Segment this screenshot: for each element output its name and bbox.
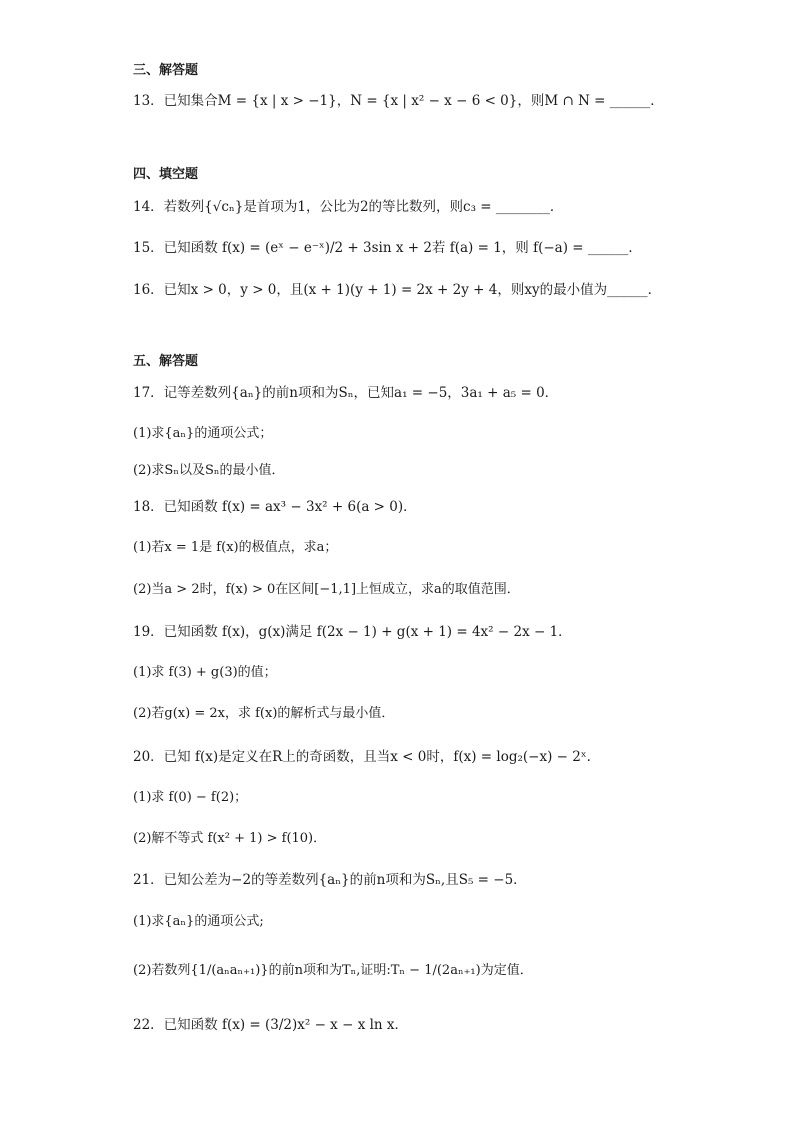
question-13: 13．已知集合M = {x | x > −1}，N = {x | x² − x − 6 < 0}，则M ∩ N = ______．: [133, 93, 664, 109]
question-19-part-1: (1)求 f(3) + g(3)的值；: [133, 665, 277, 680]
question-17-part-2: (2)求Sₙ以及Sₙ的最小值．: [133, 463, 285, 478]
question-16: 16．已知x > 0，y > 0，且(x + 1)(y + 1) = 2x + 2y + 4，则xy的最小值为______．: [133, 282, 662, 298]
question-18-part-1: (1)若x = 1是 f(x)的极值点，求a；: [133, 540, 338, 555]
section-heading-5: 五、解答题: [133, 354, 199, 369]
question-19-part-2: (2)若g(x) = 2x，求 f(x)的解析式与最小值．: [133, 706, 395, 721]
question-17: 17．记等差数列{aₙ}的前n项和为Sₙ，已知a₁ = −5，3a₁ + a₅ = 0．: [133, 385, 559, 401]
question-20-part-1: (1)求 f(0) − f(2)；: [133, 790, 248, 805]
question-20: 20．已知 f(x)是定义在R上的奇函数，且当x < 0时，f(x) = log₂(−x) − 2ˣ．: [133, 749, 601, 765]
question-15: 15．已知函数 f(x) = (eˣ − e⁻ˣ)/2 + 3sin x + 2若 f(a) = 1，则 f(−a) = ______．: [133, 240, 642, 256]
question-14: 14．若数列{√cₙ}是首项为1，公比为2的等比数列，则c₃ = ________．: [133, 199, 564, 215]
question-21-part-1: (1)求{aₙ}的通项公式;: [133, 914, 264, 929]
section-heading-3: 三、解答题: [133, 63, 199, 78]
question-17-part-1: (1)求{aₙ}的通项公式；: [133, 426, 273, 441]
question-21-part-2: (2)若数列{1/(aₙaₙ₊₁)}的前n项和为Tₙ,证明:Tₙ − 1/(2aₙ₊₁)为定值．: [133, 963, 533, 978]
question-18: 18．已知函数 f(x) = ax³ − 3x² + 6(a > 0)．: [133, 499, 417, 515]
question-18-part-2: (2)当a > 2时，f(x) > 0在区间[−1,1]上恒成立，求a的取值范围．: [133, 582, 520, 597]
question-22: 22．已知函数 f(x) = (3/2)x² − x − x ln x．: [133, 1017, 409, 1033]
question-20-part-2: (2)解不等式 f(x² + 1) > f(10)．: [133, 831, 327, 846]
question-19: 19．已知函数 f(x)，g(x)满足 f(2x − 1) + g(x + 1) = 4x² − 2x − 1．: [133, 624, 572, 640]
question-21: 21．已知公差为−2的等差数列{aₙ}的前n项和为Sₙ,且S₅ = −5．: [133, 872, 527, 888]
section-heading-4: 四、填空题: [133, 167, 199, 182]
